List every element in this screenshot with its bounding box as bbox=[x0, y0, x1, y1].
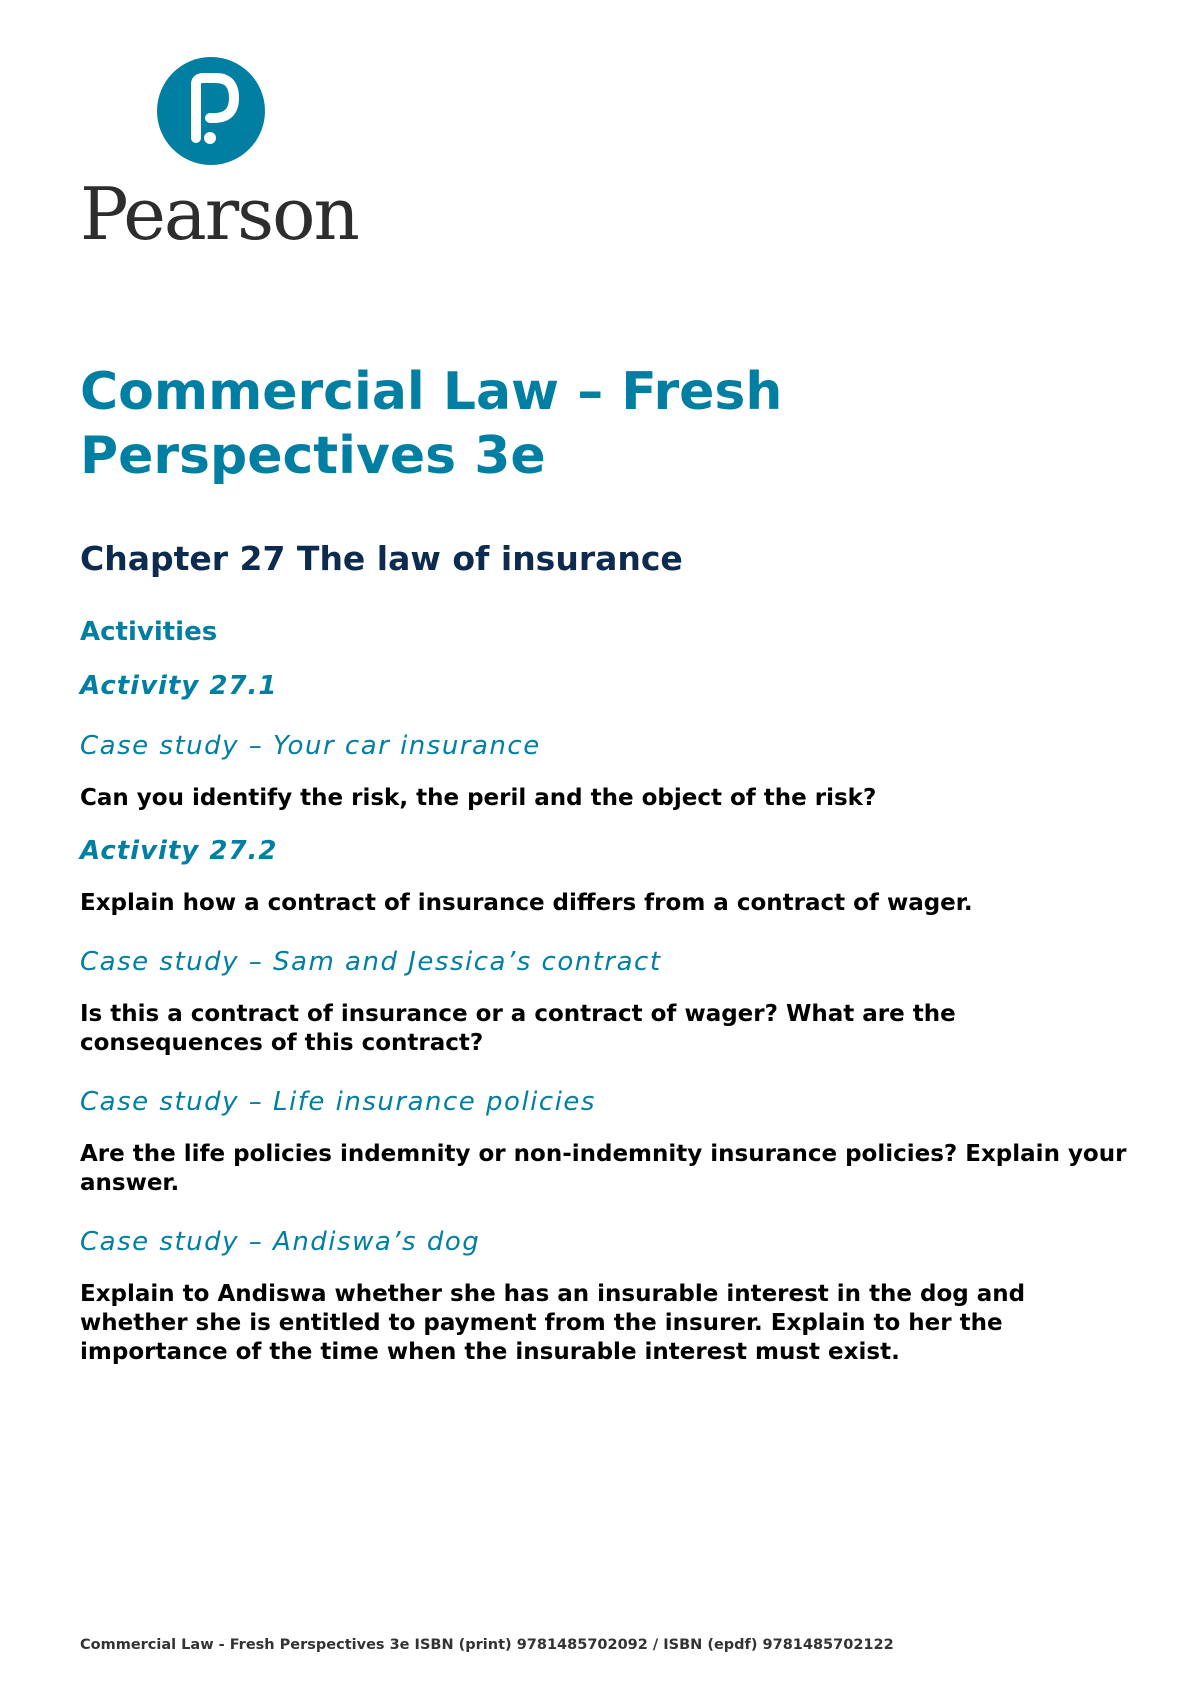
page-footer: Commercial Law - Fresh Perspectives 3e ISBN (print) 9781485702092 / ISBN (epdf) 9781485702122 bbox=[80, 1637, 894, 1653]
document-title: Commercial Law – Fresh Perspectives 3e bbox=[80, 362, 783, 486]
pearson-p-icon bbox=[156, 56, 266, 166]
chapter-heading: Chapter 27 The law of insurance bbox=[80, 539, 683, 578]
pearson-logo bbox=[80, 56, 358, 256]
pearson-wordmark: Pearson bbox=[80, 172, 358, 256]
activity-heading: Activity 27.2 bbox=[80, 836, 278, 866]
question-text: Explain how a contract of insurance differs from a contract of wager. bbox=[80, 890, 973, 916]
question-text: Explain to Andiswa whether she has an insurable interest in the dog and whether she is entitled to payment from the insurer. Explain to her the importance of the time when the insurable interest must exist. bbox=[80, 1281, 1026, 1365]
case-study-heading: Case study – Sam and Jessica’s contract bbox=[80, 947, 662, 977]
case-study-heading: Case study – Your car insurance bbox=[80, 731, 541, 761]
case-study-heading: Case study – Life insurance policies bbox=[80, 1087, 596, 1117]
case-study-heading: Case study – Andiswa’s dog bbox=[80, 1227, 481, 1257]
question-text: Are the life policies indemnity or non-indemnity insurance policies? Explain your answer. bbox=[80, 1141, 1127, 1196]
activities-heading: Activities bbox=[80, 617, 218, 647]
activity-heading: Activity 27.1 bbox=[80, 671, 278, 701]
question-text: Can you identify the risk, the peril and the object of the risk? bbox=[80, 785, 877, 811]
document-body bbox=[80, 360, 1130, 1367]
question-text: Is this a contract of insurance or a contract of wager? What are the consequences of this contract? bbox=[80, 1001, 956, 1056]
